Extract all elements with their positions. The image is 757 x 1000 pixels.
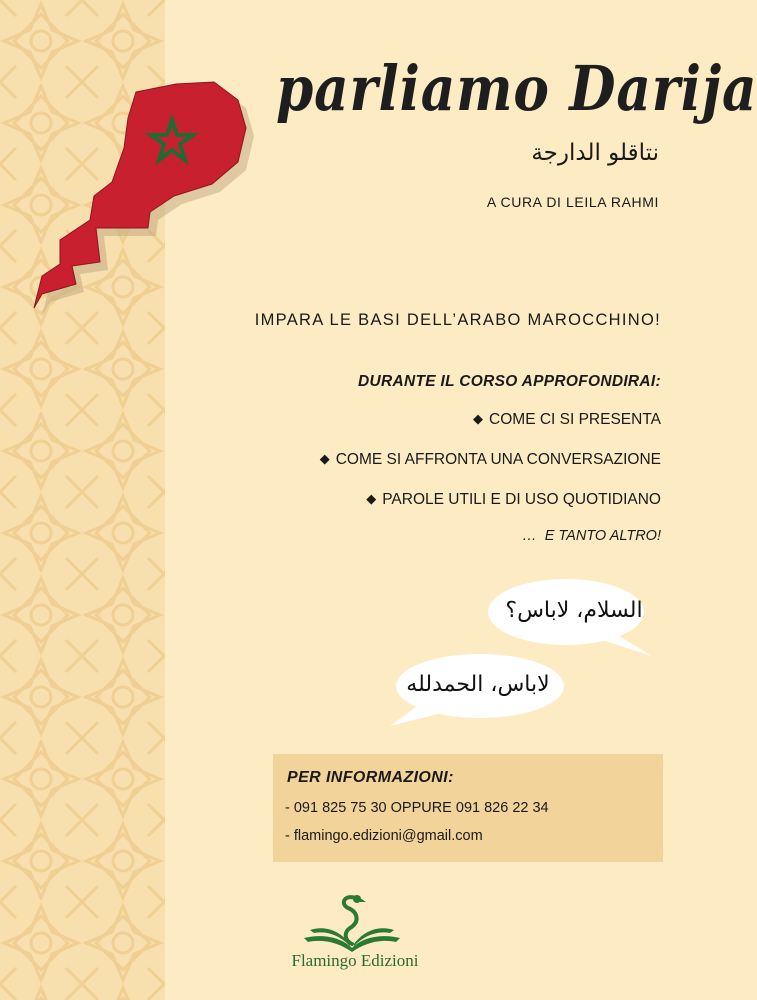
morocco-flag-map-icon (24, 78, 254, 314)
list-item (320, 410, 661, 450)
and-more-text: E TANTO ALTRO! (544, 528, 661, 544)
info-title: PER INFORMAZIONI: (287, 769, 454, 786)
diamond-bullet-icon: ◆ (473, 411, 484, 426)
flamingo-book-logo-icon (300, 890, 404, 954)
diamond-bullet-icon: ◆ (366, 491, 377, 506)
speech-bubble-first-text: السلام، لاباس؟ (505, 598, 643, 623)
and-more-line (522, 528, 661, 544)
arabic-subtitle: نتاقلو الدارجة (531, 140, 659, 166)
list-item (320, 490, 661, 530)
headline: IMPARA LE BASI DELL’ARABO MAROCCHINO! (254, 311, 661, 329)
phone-line: - 091 825 75 30 OPPURE 091 826 22 34 (285, 800, 549, 816)
course-heading: DURANTE IL CORSO APPROFONDIRAI: (358, 373, 661, 390)
ellipsis: … (522, 528, 537, 544)
topic-text: COME SI AFFRONTA UNA CONVERSAZIONE (335, 451, 661, 468)
list-item (320, 450, 661, 490)
curator-line: A CURA DI LEILA RAHMI (486, 194, 659, 210)
info-box (273, 754, 663, 862)
page-title: parliamo Darija (276, 52, 757, 125)
topic-text: PAROLE UTILI E DI USO QUOTIDIANO (382, 491, 661, 508)
topic-text: COME CI SI PRESENTA (489, 411, 661, 428)
course-topic-list (320, 410, 661, 530)
email-line[interactable]: - flamingo.edizioni@gmail.com (285, 828, 483, 844)
map-shape (34, 82, 246, 308)
publisher-name: Flamingo Edizioni (291, 951, 419, 970)
diamond-bullet-icon: ◆ (319, 451, 330, 466)
speech-bubble-second-text: لاباس، الحمدلله (406, 672, 550, 697)
